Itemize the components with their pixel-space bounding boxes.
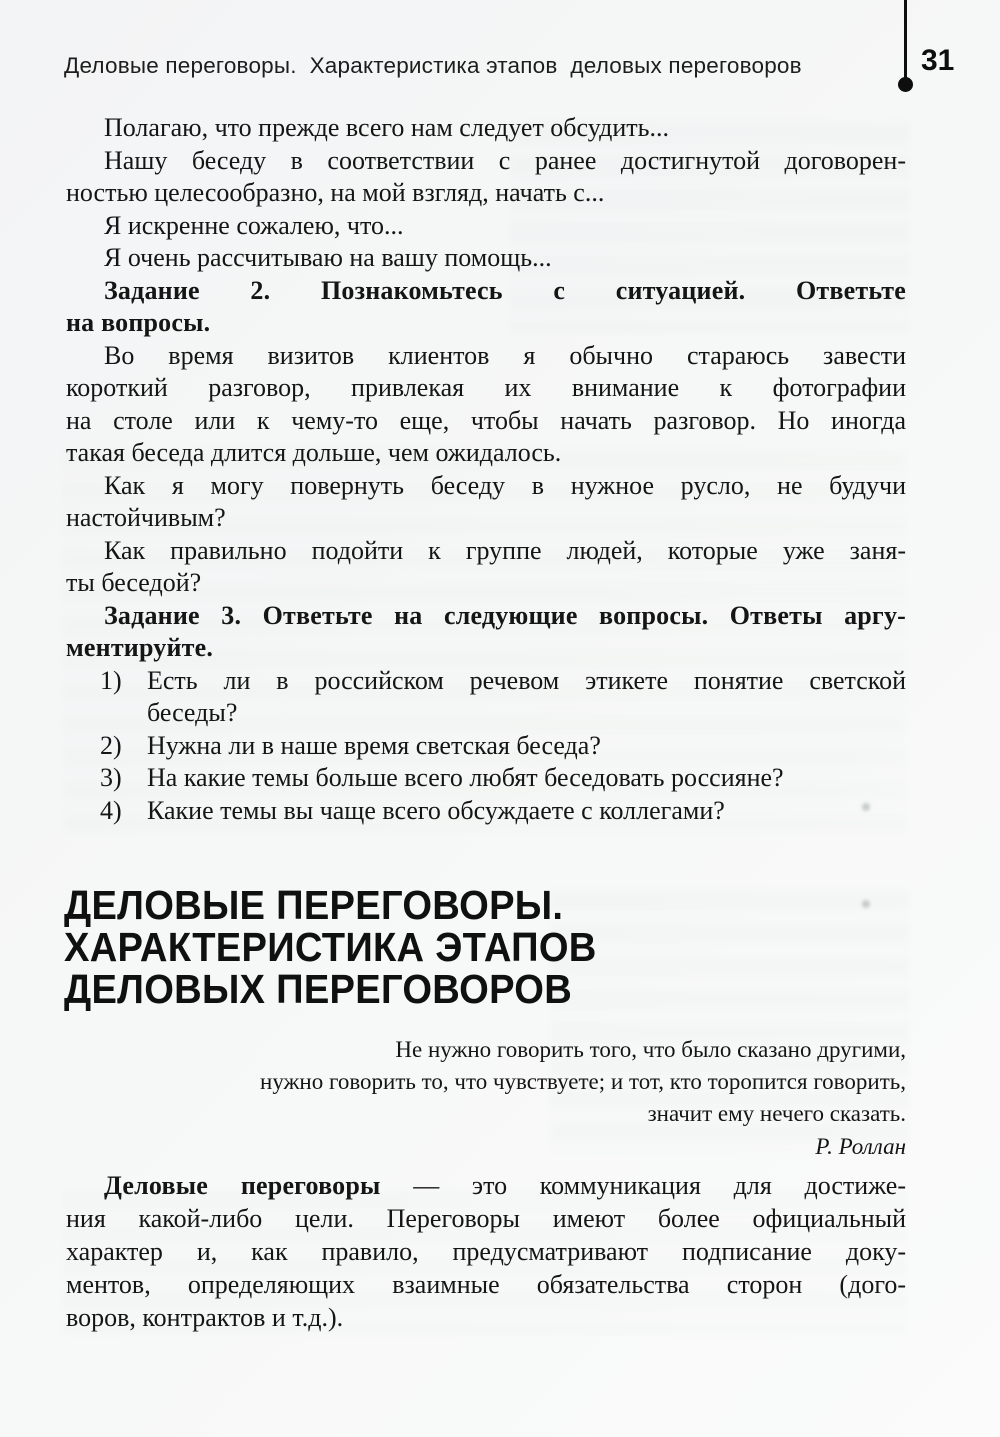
question-item <box>66 730 906 763</box>
body-line: настойчивым? <box>66 503 226 532</box>
header-rule-dot-icon <box>898 77 913 92</box>
definition-text: — это коммуникация для достиже- <box>380 1171 907 1200</box>
task-2-heading-line: Задание 2. Познакомьтесь с ситуацией. Ответьте <box>104 275 906 305</box>
question-text: беседы? <box>147 698 238 727</box>
running-header-title: Деловые переговоры. Характеристика этапов деловых переговоров <box>64 53 802 78</box>
body-line: Я очень рассчитываю на вашу помощь... <box>104 243 552 272</box>
section-heading-line: ДЕЛОВЫХ ПЕРЕГОВОРОВ <box>64 966 573 1012</box>
question-item <box>66 762 906 795</box>
epigraph <box>186 1034 906 1163</box>
body-line: Как я могу повернуть беседу в нужное русло, не будучи <box>104 470 906 500</box>
question-text: Есть ли в российском речевом этикете понятие светской <box>147 665 906 695</box>
question-text: На какие темы больше всего любят беседовать россияне? <box>147 763 784 792</box>
definition-term: Деловые переговоры <box>104 1171 381 1200</box>
definition-line: ния какой-либо цели. Переговоры имеют более официальный <box>66 1204 906 1233</box>
definition-paragraph <box>66 1169 906 1334</box>
body-line: ты беседой? <box>66 568 202 597</box>
epigraph-line: нужно говорить то, что чувствуете; и тот, кто торопится говорить, <box>260 1069 906 1094</box>
epigraph-author: Р. Роллан <box>815 1134 906 1159</box>
question-item <box>66 665 906 698</box>
section-heading-line: ХАРАКТЕРИСТИКА ЭТАПОВ <box>64 924 597 970</box>
body-line: короткий разговор, привлекая их внимание к фотографии <box>66 373 906 402</box>
question-number: 2) <box>100 730 122 760</box>
section-heading-line: ДЕЛОВЫЕ ПЕРЕГОВОРЫ. <box>64 882 564 928</box>
body-line: Нашу беседу в соответствии с ранее достигнутой договорен- <box>104 145 906 175</box>
body-line: Я искренне сожалею, что... <box>104 210 404 240</box>
body-line: ностью целесообразно, на мой взгляд, начать с... <box>66 178 605 207</box>
question-text: Нужна ли в наше время светская беседа? <box>147 730 601 760</box>
definition-line: воров, контрактов и т.д.). <box>66 1303 344 1332</box>
definition-line: характер и, как правило, предусматривают подписание доку- <box>66 1237 906 1266</box>
epigraph-line: значит ему нечего сказать. <box>647 1101 906 1126</box>
header-rule <box>904 0 907 84</box>
question-number: 4) <box>100 795 122 825</box>
task-3-heading-line: Задание 3. Ответьте на следующие вопросы. Ответы аргу- <box>104 600 906 630</box>
body-line: на столе или к чему-то еще, чтобы начать разговор. Но иногда <box>66 405 906 435</box>
body-text-block <box>66 112 906 827</box>
question-number: 1) <box>100 665 122 695</box>
body-line: Как правильно подойти к группе людей, которые уже заня- <box>104 535 906 565</box>
question-text: Какие темы вы чаще всего обсуждаете с коллегами? <box>147 795 725 825</box>
section-heading <box>64 884 938 1010</box>
body-line: Полагаю, что прежде всего нам следует обсудить... <box>104 113 669 142</box>
question-item-continuation <box>66 697 906 730</box>
body-line: Во время визитов клиентов я обычно стараюсь завести <box>104 340 906 370</box>
definition-line: ментов, определяющих взаимные обязательства сторон (дого- <box>66 1270 906 1299</box>
epigraph-line: Не нужно говорить того, что было сказано другими, <box>395 1037 906 1062</box>
question-number: 3) <box>100 763 122 792</box>
page-number: 31 <box>921 44 955 77</box>
question-item <box>66 795 906 828</box>
task-2-heading-line: на вопросы. <box>66 308 211 337</box>
body-line: такая беседа длится дольше, чем ожидалось. <box>66 438 562 467</box>
definition-line <box>66 1169 906 1202</box>
task-3-heading-line: ментируйте. <box>66 633 214 662</box>
